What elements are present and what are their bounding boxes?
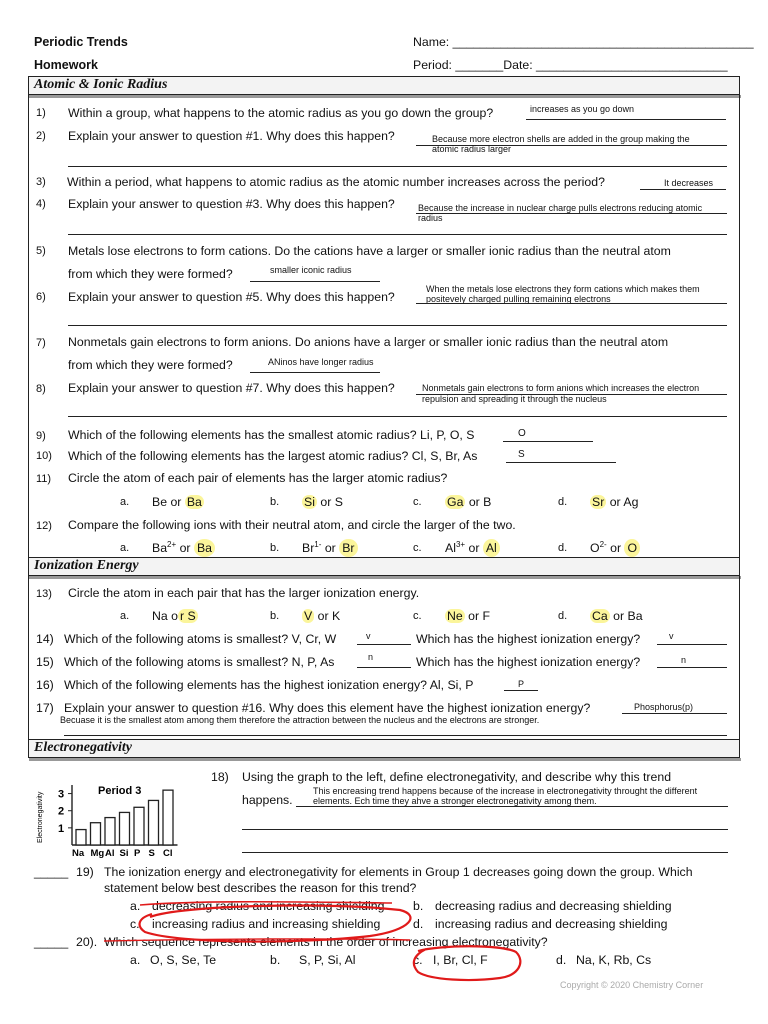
q11-option-2[interactable] — [445, 495, 491, 509]
q19-letter-0: a. — [130, 899, 141, 913]
q13-option-text: Na o — [152, 609, 178, 623]
q2-answer-line1[interactable]: Because more electron shells are added in the group making the — [432, 134, 690, 144]
q5-text-cont: from which they were formed? — [68, 267, 233, 281]
q20-letter-2: c. — [413, 953, 423, 967]
q12-option-highlight[interactable]: Br — [339, 539, 357, 557]
q11-letter-3: d. — [558, 496, 568, 508]
q12-ion: O — [590, 541, 600, 556]
q7-answer[interactable]: ANinos have longer radius — [268, 357, 374, 367]
q20-option-3[interactable]: Na, K, Rb, Cs — [576, 953, 652, 967]
q4-answer-line2[interactable]: radius — [418, 213, 443, 223]
q11-option-highlight[interactable]: Ba — [186, 495, 202, 509]
q12-letter-3: d. — [558, 542, 568, 554]
q15-text2: Which has the highest ionization energy? — [416, 655, 641, 669]
q12-ion: Ba — [152, 541, 168, 556]
q13-option-0[interactable] — [152, 609, 198, 623]
q13-option-text: or K — [314, 609, 341, 623]
q11-letter-2: c. — [413, 496, 422, 508]
q12-ion: Br — [302, 541, 315, 556]
section-title-electronegativity: Electronegativity — [34, 740, 132, 755]
q16-number: 16) — [36, 678, 54, 692]
q13-option-text: or F — [464, 609, 491, 623]
electronegativity-chart — [30, 770, 210, 860]
q12-letter-1: b. — [270, 542, 280, 554]
q13-option-3[interactable] — [590, 609, 643, 623]
q12-option-3[interactable] — [590, 540, 640, 555]
worksheet-subtitle: Homework — [34, 58, 98, 72]
q16-answer[interactable]: P — [518, 679, 525, 689]
q14-text2: Which has the highest ionization energy? — [416, 632, 641, 646]
q13-number: 13) — [36, 588, 52, 600]
q13-option-highlight[interactable]: V — [304, 609, 313, 623]
q17-number: 17) — [36, 701, 54, 715]
q13-letter-0: a. — [120, 610, 130, 622]
q12-ion: Al — [445, 541, 456, 556]
q14-text: Which of the following atoms is smallest? V, Cr, W — [64, 632, 337, 646]
q19-option-0[interactable]: decreasing radius and increasing shielding — [152, 899, 385, 913]
q19-letter-2: c. — [130, 917, 140, 931]
q1-text: Within a group, what happens to the atomic radius as you go down the group? — [68, 106, 494, 120]
section-title-atomic: Atomic & Ionic Radius — [34, 77, 168, 92]
q12-ion-charge: 3+ — [455, 540, 466, 549]
q11-option-text: or B — [465, 495, 492, 509]
q13-option-2[interactable] — [445, 609, 490, 623]
q8-text: Explain your answer to question #7. Why does this happen? — [68, 381, 395, 395]
q3-answer[interactable]: It decreases — [664, 178, 714, 188]
q20-number: 20). — [76, 935, 98, 949]
q18-answer-line1[interactable]: This encreasing trend happens because of the increase in electronegativity throught the different — [313, 786, 698, 796]
q18-text: Using the graph to the left, define electronegativity, and describe why this trend — [242, 770, 672, 784]
q2-answer-line2[interactable]: atomic radius larger — [432, 144, 512, 154]
q12-ion-charge: 2+ — [167, 540, 177, 549]
q13-option-highlight[interactable]: Ne — [447, 609, 463, 623]
q20-option-2[interactable]: I, Br, Cl, F — [433, 953, 488, 967]
q9-number: 9) — [36, 430, 46, 442]
q11-option-highlight[interactable]: Ga — [447, 495, 464, 509]
q11-option-highlight[interactable]: Si — [304, 495, 315, 509]
q20-option-0[interactable]: O, S, Se, Te — [150, 953, 217, 967]
chart-xtick-label: Cl — [163, 848, 173, 859]
q1-answer[interactable]: increases as you go down — [530, 104, 635, 114]
q13-letter-3: d. — [558, 610, 568, 622]
q19-option-2[interactable]: increasing radius and increasing shielding — [152, 917, 381, 931]
q19-letter-1: b. — [413, 899, 424, 913]
chart-xtick-label: Al — [105, 848, 115, 859]
q14-answer[interactable]: v — [366, 631, 371, 641]
q19-number: 19) — [76, 865, 94, 879]
q20-text: Which sequence represents elements in the order of increasing electronegativity? — [104, 935, 548, 949]
q12-letter-2: c. — [413, 542, 422, 554]
q14-answer2[interactable]: v — [669, 631, 674, 641]
q12-option-2[interactable] — [445, 540, 500, 555]
section-body-atomic — [28, 95, 740, 557]
q12-option-highlight[interactable]: Ba — [194, 539, 215, 557]
q8-answer-line2[interactable]: repulsion and spreading it through the nucleus — [422, 394, 607, 404]
section-bar-electronegativity — [28, 739, 740, 758]
chart-ylabel: Electronegativity — [37, 791, 44, 843]
q6-number: 6) — [36, 291, 46, 303]
q15-answer[interactable]: n — [368, 652, 374, 662]
q5-number: 5) — [36, 245, 46, 257]
q11-option-0[interactable] — [152, 495, 204, 509]
q12-number: 12) — [36, 520, 52, 532]
q4-answer-line1[interactable]: Because the increase in nuclear charge pulls electrons reducing atomic — [418, 203, 703, 213]
q17-answer-line2[interactable]: Becuase it is the smallest atom among them therefore the attraction between the nucleus and the electrons are stronger. — [60, 715, 540, 725]
q12-option-highlight[interactable]: Al — [483, 539, 500, 557]
q13-option-text: or Ba — [609, 609, 643, 623]
q11-option-1[interactable] — [302, 495, 343, 509]
q6-text: Explain your answer to question #5. Why does this happen? — [68, 290, 395, 304]
q20-letter-1: b. — [270, 953, 281, 967]
q20-blank[interactable]: _____ — [34, 935, 69, 949]
q17-answer[interactable]: Phosphorus(p) — [634, 702, 694, 712]
chart-xtick-label: Na — [72, 848, 85, 859]
chart-ytick-label: 2 — [58, 805, 65, 818]
q12-ion-charge: 1- — [314, 540, 322, 549]
q11-letter-1: b. — [270, 496, 280, 508]
q17-text: Explain your answer to question #16. Why does this element have the highest ionization energy? — [64, 701, 591, 715]
name-field[interactable]: Name: ____________________________________________ — [413, 35, 754, 49]
chart-bar-Mg — [91, 823, 101, 845]
q16-text: Which of the following elements has the highest ionization energy? Al, Si, P — [64, 678, 474, 692]
q13-letter-2: c. — [413, 610, 422, 622]
q6-answer-line1[interactable]: When the metals lose electrons they form cations which makes them — [426, 284, 700, 294]
chart-ytick-label: 3 — [58, 788, 65, 801]
q7-number: 7) — [36, 337, 46, 349]
copyright: Copyright © 2020 Chemistry Corner — [560, 980, 704, 990]
q12-option-0[interactable] — [152, 540, 215, 555]
q9-text: Which of the following elements has the smallest atomic radius? Li, P, O, S — [68, 428, 475, 442]
q19-letter-3: d. — [413, 917, 424, 931]
q2-text: Explain your answer to question #1. Why does this happen? — [68, 129, 395, 143]
q10-answer[interactable]: S — [518, 449, 525, 460]
q3-number: 3) — [36, 176, 46, 188]
q13-letter-1: b. — [270, 610, 280, 622]
q13-option-1[interactable] — [302, 609, 340, 623]
q12-or: or — [321, 541, 340, 556]
q15-number: 15) — [36, 655, 54, 669]
q12-letter-0: a. — [120, 542, 130, 554]
q15-text: Which of the following atoms is smallest? N, P, As — [64, 655, 335, 669]
q5-answer[interactable]: smaller iconic radius — [270, 265, 352, 275]
q20-option-1[interactable]: S, P, Si, Al — [299, 953, 356, 967]
chart-bar-Si — [120, 812, 130, 845]
chart-xtick-label: Mg — [90, 848, 105, 859]
q14-number: 14) — [36, 632, 54, 646]
q12-text: Compare the following ions with their neutral atom, and circle the larger of the two. — [68, 518, 516, 532]
q13-option-highlight[interactable]: Ca — [592, 609, 608, 623]
chart-bar-Al — [105, 818, 115, 845]
q20-letter-3: d. — [556, 953, 567, 967]
q2-number: 2) — [36, 130, 46, 142]
q20-letter-0: a. — [130, 953, 141, 967]
q9-answer[interactable]: O — [518, 428, 526, 439]
q11-option-text: Be or — [152, 495, 185, 509]
chart-bar-P — [134, 807, 144, 845]
q11-option-text: or Ag — [606, 495, 639, 509]
worksheet-title: Periodic Trends — [34, 35, 128, 49]
q8-number: 8) — [36, 383, 46, 395]
q12-option-1[interactable] — [302, 540, 358, 555]
q10-number: 10) — [36, 450, 52, 462]
q11-option-text: or S — [316, 495, 343, 509]
q11-number: 11) — [36, 473, 52, 485]
chart-ytick-label: 1 — [58, 822, 65, 835]
q4-text: Explain your answer to question #3. Why does this happen? — [68, 197, 395, 211]
chart-bar-S — [149, 800, 159, 845]
chart-xtick-label: S — [148, 848, 155, 859]
chart-bar-Na — [76, 830, 86, 845]
q12-or: or — [465, 541, 483, 556]
q18-answer-line2[interactable]: elements. Ech time they ahve a stronger electronegativity among them. — [313, 796, 597, 806]
q11-text: Circle the atom of each pair of elements has the larger atomic radius? — [68, 471, 448, 485]
q8-answer-line1[interactable]: Nonmetals gain electrons to form anions which increases the electron — [422, 383, 700, 393]
q10-text: Which of the following elements has the largest atomic radius? Cl, S, Br, As — [68, 449, 478, 463]
q19-text: The ionization energy and electronegativity for elements in Group 1 decreases going down the group. Which — [104, 865, 693, 879]
q11-letter-0: a. — [120, 496, 130, 508]
chart-xtick-label: Si — [119, 848, 129, 859]
q15-answer2[interactable]: n — [681, 655, 687, 665]
chart-xtick-label: P — [134, 848, 141, 859]
chart-title: Period 3 — [98, 785, 142, 797]
q19-option-3[interactable]: increasing radius and decreasing shielding — [435, 917, 668, 931]
q12-option-highlight[interactable]: O — [624, 539, 640, 557]
section-title-ionization: Ionization Energy — [34, 558, 139, 573]
q5-text: Metals lose electrons to form cations. Do the cations have a larger or smaller ionic radius than the neutral atom — [68, 244, 671, 258]
q18-text-cont: happens. — [242, 793, 293, 807]
q4-number: 4) — [36, 198, 46, 210]
q18-number: 18) — [211, 770, 229, 784]
q7-text-cont: from which they were formed? — [68, 358, 233, 372]
q6-answer-line2[interactable]: positevely charged pulling remaining electrons — [426, 294, 611, 304]
q3-text: Within a period, what happens to atomic radius as the atomic number increases across the period? — [67, 175, 605, 189]
q12-or: or — [606, 541, 625, 556]
q13-option-highlight[interactable]: r S — [179, 609, 196, 623]
period-date-field[interactable]: Period: _______Date: ____________________________ — [413, 58, 728, 72]
q19-blank[interactable]: _____ — [34, 865, 69, 879]
q11-option-3[interactable] — [590, 495, 638, 509]
q7-text: Nonmetals gain electrons to form anions. Do anions have a larger or smaller ionic radius than the neutral atom — [68, 335, 669, 349]
q11-option-highlight[interactable]: Sr — [592, 495, 605, 509]
chart-bar-Cl — [163, 790, 173, 845]
q1-number: 1) — [36, 107, 46, 119]
q19-option-1[interactable]: decreasing radius and decreasing shielding — [435, 899, 672, 913]
q12-ion-charge: 2- — [599, 540, 607, 549]
q19-text-cont: statement below best describes the reason for this trend? — [104, 881, 417, 895]
q12-or: or — [176, 541, 194, 556]
q13-text: Circle the atom in each pair that has the larger ionization energy. — [68, 586, 420, 600]
